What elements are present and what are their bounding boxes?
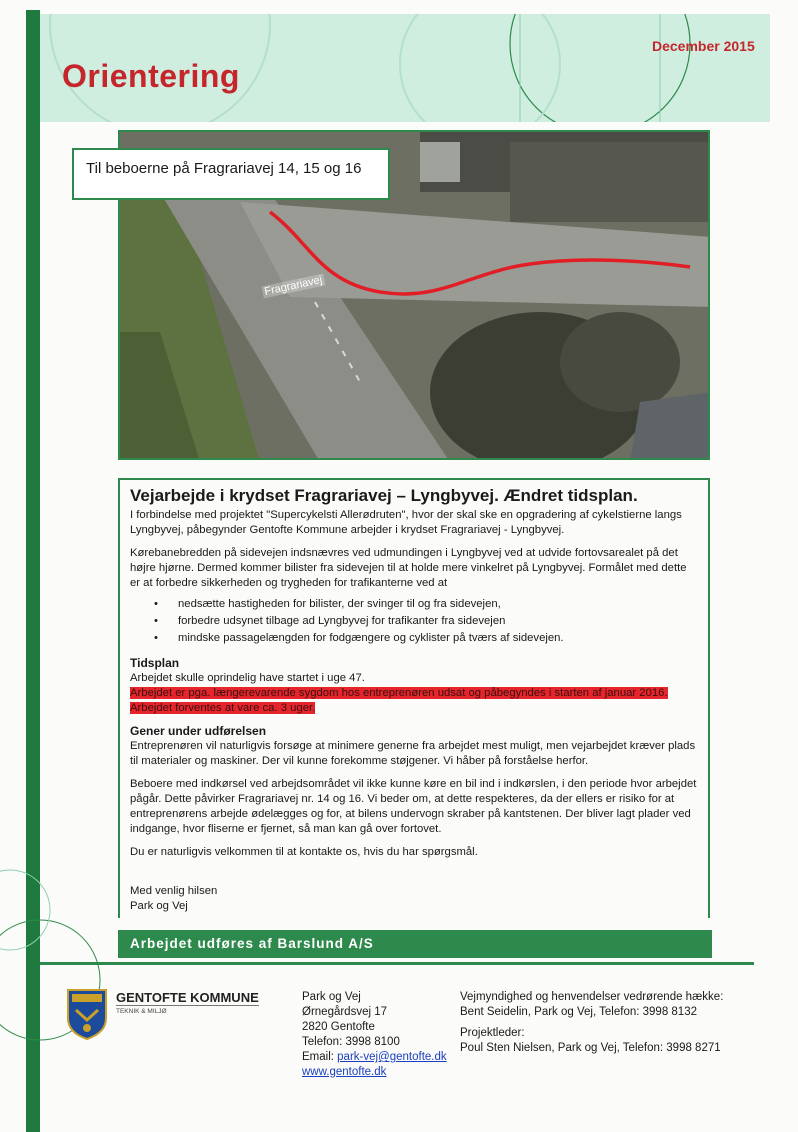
address-line: Park og Vej bbox=[302, 991, 361, 1003]
closing-text: Med venlig hilsen bbox=[130, 885, 218, 897]
signature-text: Park og Vej bbox=[130, 900, 188, 912]
address-line: 2820 Gentofte bbox=[302, 1021, 375, 1033]
department-name: TEKNIK & MILJØ bbox=[116, 1008, 167, 1015]
gentofte-crest-icon bbox=[66, 988, 108, 1040]
contact2-title: Projektleder: bbox=[460, 1027, 525, 1039]
page-title: Orientering bbox=[62, 58, 240, 94]
tidsplan-heading: Tidsplan bbox=[130, 656, 180, 670]
article-body bbox=[118, 478, 710, 918]
website-link[interactable]: www.gentofte.dk bbox=[302, 1066, 387, 1078]
list-item: • nedsætte hastigheden for bilister, der svinger til og fra sidevejen, bbox=[154, 598, 501, 610]
tidsplan-text: Arbejdet skulle oprindelig have startet i uge 47. bbox=[130, 672, 365, 684]
gener-heading: Gener under udførelsen bbox=[130, 724, 267, 738]
road-label: Fragrariavej bbox=[263, 274, 324, 298]
contact1-title: Vejmyndighed og henvendelser vedrørende hække: bbox=[460, 991, 724, 1003]
bullet-list bbox=[154, 597, 698, 646]
recipient-text: Til beboerne på Fragrariavej 14, 15 og 16 bbox=[86, 160, 362, 177]
purpose-paragraph: Kørebanebredden på sidevejen indsnævres ved udmundingen i Lyngbyvej ved at udvide fortovsarealet på det højre hjørne. Dermed kommer bilister fra sidevejen til at holde mere vinkelret på Lyngbyvej. Formålet med dette er at forbedre sikkerheden og trygheden for trafikanterne ved at bbox=[130, 547, 687, 589]
list-item: • forbedre udsynet tilbage ad Lyngbyvej for trafikanter fra sidevejen bbox=[154, 615, 506, 627]
recipient-box bbox=[72, 148, 390, 200]
date-label: December 2015 bbox=[652, 38, 755, 54]
list-item: • mindske passagelængden for fodgængere og cyklister på tværs af sidevejen. bbox=[154, 632, 564, 644]
tidsplan-highlight: Arbejdet er pga. længerevarende sygdom hos entreprenøren udsat og påbegyndes i starten af januar 2016. Arbejdet forventes at vare ca. 3 uger. bbox=[130, 687, 668, 714]
contractor-banner: Arbejdet udføres af Barslund A/S bbox=[118, 930, 712, 958]
footer-address bbox=[302, 990, 447, 1080]
kommune-name: GENTOFTE KOMMUNE bbox=[116, 990, 259, 1005]
footer-contacts bbox=[460, 990, 723, 1056]
intro-paragraph: I forbindelse med projektet "Supercykelsti Allerødruten", hvor der skal ske en opgradering af cykelstierne langs Lyngbyvej, påbegynder Gentofte Kommune arbejder i krydset Fragrariavej - Lyngbyvej. bbox=[130, 509, 682, 536]
footer-divider bbox=[40, 962, 754, 965]
contact1-text: Bent Seidelin, Park og Vej, Telefon: 3998 8132 bbox=[460, 1006, 697, 1018]
left-green-bar bbox=[26, 10, 40, 1132]
article-heading: Vejarbejde i krydset Fragrariavej – Lyngbyvej. Ændret tidsplan. bbox=[130, 486, 638, 505]
address-line: Ørnegårdsvej 17 bbox=[302, 1006, 388, 1018]
contact2-text: Poul Sten Nielsen, Park og Vej, Telefon: 3998 8271 bbox=[460, 1042, 721, 1054]
email-link[interactable]: park-vej@gentofte.dk bbox=[337, 1051, 447, 1063]
gener-paragraph: Entreprenøren vil naturligvis forsøge at minimere generne fra arbejdet mest muligt, men vejarbejdet kræver plads til materialer og maskiner. Der vil kunne forekomme støjgener. Vi håber på forståelse herfor. bbox=[130, 740, 696, 767]
email-line: Email: park-vej@gentofte.dk bbox=[302, 1051, 447, 1063]
address-line: Telefon: 3998 8100 bbox=[302, 1036, 400, 1048]
contact-paragraph: Du er naturligvis velkommen til at kontakte os, hvis du har spørgsmål. bbox=[130, 846, 478, 858]
beboere-paragraph: Beboere med indkørsel ved arbejdsområdet vil ikke kunne køre en bil ind i indkørslen, i den periode hvor arbejdet pågår. Dette påvirker Fragrariavej nr. 14 og 16. Vi beder om, at dette respekteres, da der ellers er risiko for at entreprenørens arbejde ødelægges og for, at bilens undervogn skraber på kantstenen. Der bliver lagt plader ved indgange, hvor fliserne er fjernet, så man kan gå over fortovet. bbox=[130, 778, 697, 835]
